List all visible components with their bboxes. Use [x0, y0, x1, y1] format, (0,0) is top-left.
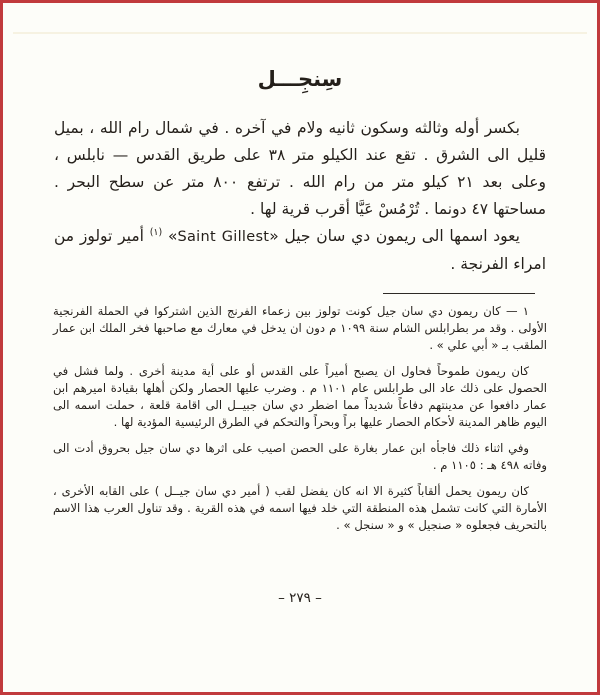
name-origin-paragraph: [54, 223, 546, 278]
main-text-block: [54, 115, 546, 278]
latin-place-name: Saint Gillest: [177, 229, 270, 245]
name-origin-text-after: أمير تولوز من امراء الفرنجة .: [54, 227, 546, 273]
intro-paragraph: بكسر أوله وثالثه وسكون ثانيه ولام في آخره . في شمال رام الله ، بميل قليل الى الشرق . تقع عند الكيلو متر ٣٨ على طريق القدس — نابلس ، وعلى بعد ٢١ كيلو متر من رام الله . ترتفع ٨٠٠ متر عن سطح البحر . مساحتها ٤٧ دونما . تُرْمُسْ عَيَّا أقرب قرية لها .: [54, 119, 546, 218]
footnote-separator-rule: [383, 293, 535, 294]
page-number: – ٢٧٩ –: [278, 590, 322, 606]
name-origin-text-before: يعود اسمها الى ريمون دي سان جيل «: [269, 227, 520, 245]
footnotes-block: [53, 303, 547, 534]
footnote-1-paragraph-2: كان ريمون طموحاً فحاول ان يصبح أميراً على القدس أو على أية مدينة أخرى . ولما فشل في الحصول على ذلك عاد الى طرابلس عام ١١٠١ م . وضرب عليها الحصار ولكن أهلها بقيادة اميرهم ابن عمار دافعوا عن مدينتهم دفاعاً شديداً مما اضطر دي سان جبيــل الى اقامة قلعة ، حملت اسمه الى اليوم ظاهر المدينة لأحكام الحصار عليها براً وبحراً والتحكم في الطرق الرئيسية المؤدية لها .: [53, 364, 547, 429]
scan-artifact-line: [13, 32, 587, 34]
footnote-reference-marker: (١): [149, 226, 163, 238]
entry-title: سِنجِـــل: [257, 67, 343, 91]
footnote-1-paragraph-3: وفي اثناء ذلك فاجأه ابن عمار بغارة على الحصن اصيب على اثرها دي سان جيل بحروق أدت الى وفاته ٤٩٨ هـ : ١١٠٥ م .: [53, 441, 547, 472]
footnote-1-paragraph-4: كان ريمون يحمل ألقاباً كثيرة الا انه كان يفضل لقب ( أمير دي سان جيــل ) على القابه الأخرى ، الأمارة التي كانت تشمل هذه المنطقة التي خلد فيها اسمه في هذه القرية . وقد تناول العرب هذا الاسم بالتحريف فجعلوه « صنجيل » و « سنجل » .: [53, 484, 547, 532]
closing-quote: »: [168, 227, 178, 245]
footnote-1-paragraph-1: ١ — كان ريمون دي سان جيل كونت تولوز بين زعماء الفرنج الذين اشتركوا في الحملة الفرنجية الأولى . وقد مر بطرابلس الشام سنة ١٠٩٩ م دون ان يدخل في معارك مع صاحبها فخر الملك ابن عمار الملقب بـ « أبي علي » .: [53, 304, 547, 352]
